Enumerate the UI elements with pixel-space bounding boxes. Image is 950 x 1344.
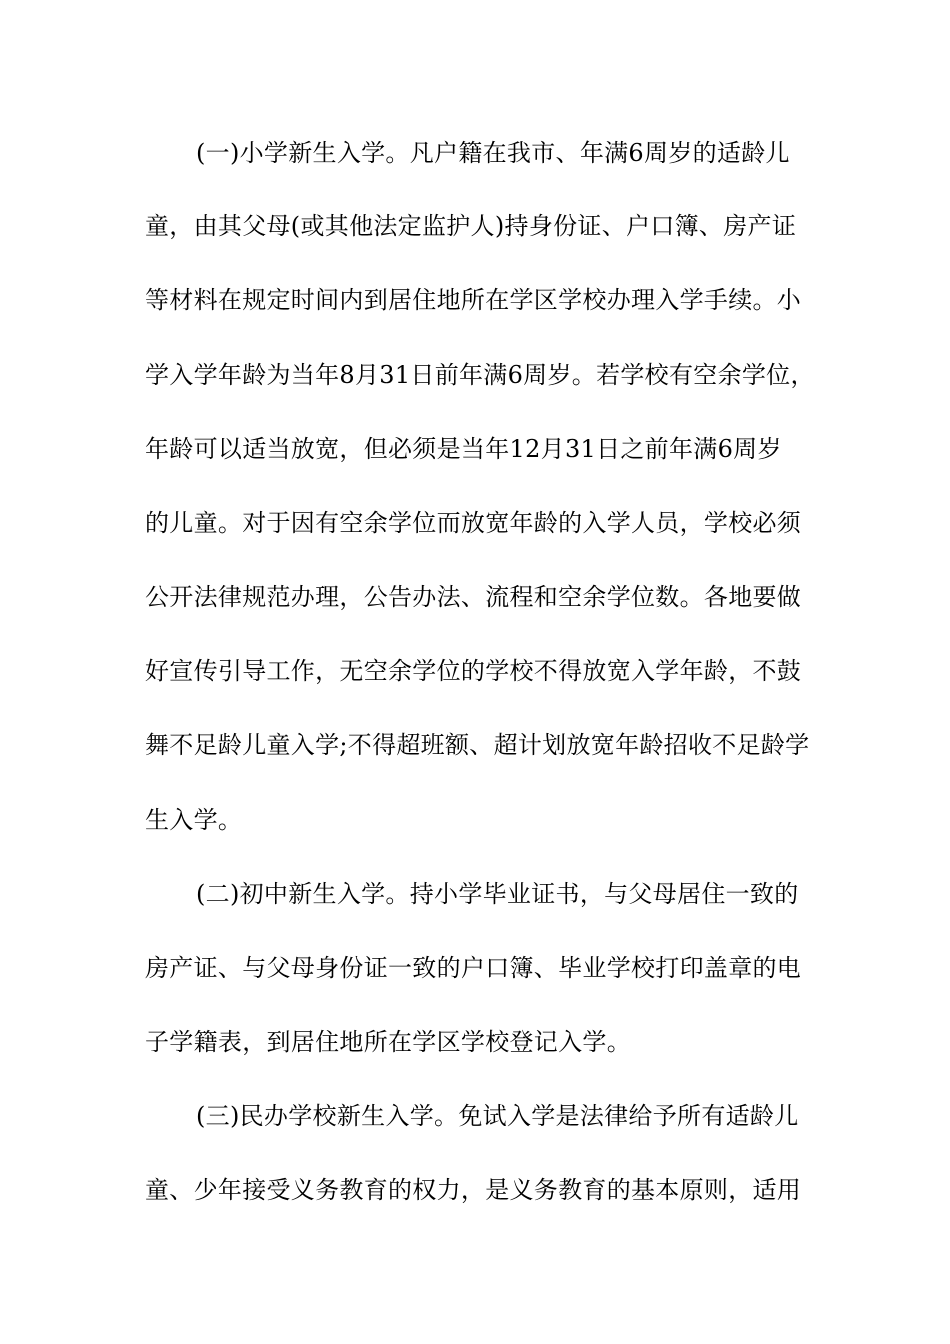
text-line: 子学籍表，到居住地所在学区学校登记入学。 xyxy=(145,1028,631,1056)
text-line: 学入学年龄为当年8月31日前年满6周岁。若学校有空余学位， xyxy=(145,361,815,389)
text-line: 童，由其父母(或其他法定监护人)持身份证、户口簿、房产证 xyxy=(145,212,797,240)
text-line: 公开法律规范办理，公告办法、流程和空余学位数。各地要做 xyxy=(145,583,802,611)
text-line: 舞不足龄儿童入学;不得超班额、超计划放宽年龄招收不足龄学 xyxy=(145,731,810,759)
text-line: (三)民办学校新生入学。免试入学是法律给予所有适龄儿 xyxy=(196,1102,799,1130)
text-line: 等材料在规定时间内到居住地所在学区学校办理入学手续。小 xyxy=(145,286,802,314)
text-line: (二)初中新生入学。持小学毕业证书，与父母居住一致的 xyxy=(196,880,799,908)
text-line: 年龄可以适当放宽，但必须是当年12月31日之前年满6周岁 xyxy=(145,435,782,463)
text-line: (一)小学新生入学。凡户籍在我市、年满6周岁的适龄儿 xyxy=(196,139,790,167)
text-line: 的儿童。对于因有空余学位而放宽年龄的入学人员，学校必须 xyxy=(145,509,802,537)
text-line: 童、少年接受义务教育的权力，是义务教育的基本原则，适用 xyxy=(145,1176,802,1204)
text-line: 生入学。 xyxy=(145,806,243,834)
text-line: 房产证、与父母身份证一致的户口簿、毕业学校打印盖章的电 xyxy=(145,954,802,982)
text-line: 好宣传引导工作，无空余学位的学校不得放宽入学年龄，不鼓 xyxy=(145,657,802,685)
